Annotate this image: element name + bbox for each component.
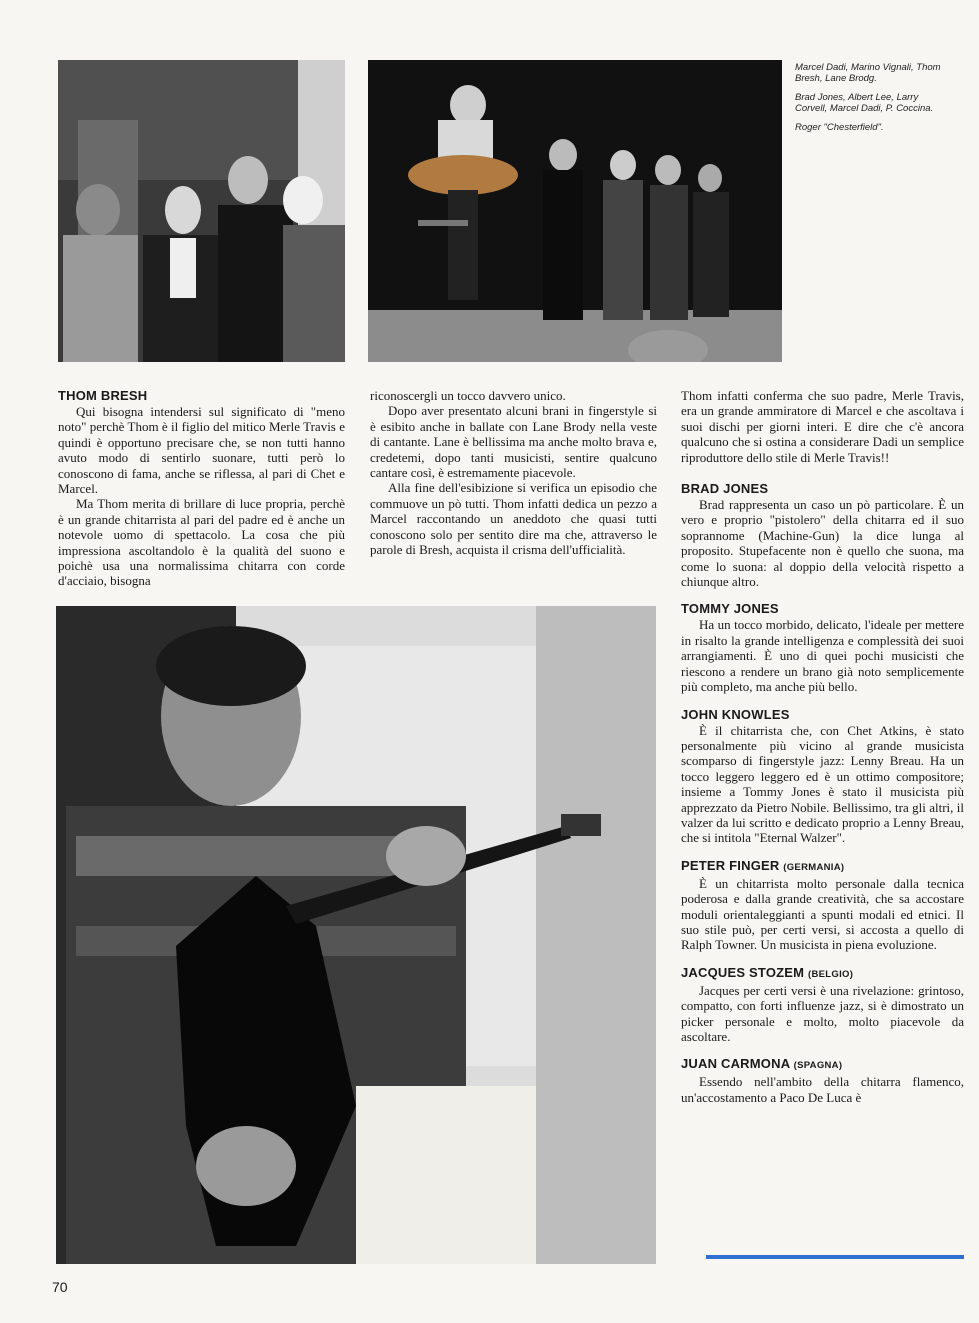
artist-name: BRAD JONES [681,481,769,497]
artist-name: JACQUES STOZEM [681,964,805,980]
column-1 [58,388,345,589]
page-number: 70 [52,1279,68,1295]
paragraph: Alla fine dell'esibizione si verifica un episodio che commuove un pò tutti. Thom infatti dedica un pezzo a Marcel raccontando un aneddoto che quasi tutti conoscono solo per sentito dire ma che, attraverso le parole di Bresh, acquista il crisma dell'ufficialità. [370,480,657,558]
accent-bar [706,1255,964,1259]
section-juan-carmona [681,1056,964,1105]
photo-captions [795,62,945,141]
paragraph: Ma Thom merita di brillare di luce propria, perchè è un grande chitarrista al pari del padre ed è anche un notevole uomo di spettacolo. La cosa che più impressiona ascoltandolo è la qualità del suono e poichè usa una normalissima chitarra con corde d'acciaio, bisogna [58,496,345,589]
section-peter-finger [681,858,964,953]
section-brad-jones [681,481,964,589]
section-heading [681,858,964,876]
artist-name: PETER FINGER [681,857,780,873]
section-heading [681,1056,964,1074]
section-tommy-jones [681,601,964,694]
section-heading [681,965,964,983]
paragraph: Jacques per certi versi è una rivelazione: grintoso, compatto, con forti influenze jazz, si è dimostrato un picker personale e molto, molto piacevole da ascoltare. [681,982,964,1044]
caption-1: Marcel Dadi, Marino Vignali, Thom Bresh, Lane Brodg. [795,62,941,84]
paragraph: Dopo aver presentato alcuni brani in fingerstyle si è esibito anche in ballate con Lane Brody nella veste di cantante. Lane è bellissima ma anche molto brava e, credetemi, dopo tanti musicisti, sentire qualcuno cantare così, è estremamente piacevole. [370,403,657,481]
section-john-knowles [681,707,964,846]
paragraph: Qui bisogna intendersi sul significato di "meno noto" perchè Thom è il figlio del mitico Merle Travis e quindi è opportuno precisare che, se non tutti hanno avuto modo di sentirlo suonare, tutti però lo conoscono di fama, anche se riflessa, al pari di Chet e Marcel. [58,404,345,497]
section-heading [681,707,964,723]
caption-3: Roger "Chesterfield". [795,122,884,133]
caption-2: Brad Jones, Albert Lee, Larry Corvell, Marcel Dadi, P. Coccina. [795,92,934,114]
paragraph: Brad rappresenta un caso un pò particolare. È un vero e proprio "pistolero" della chitarra ed il suo soprannome (Machine-Gun) la dice lunga al proposito. Stupefacente non è quello che suona, ma come lo suona: al doppio della velocità rispetto a chiunque altro. [681,497,964,590]
column-2 [370,388,657,557]
artist-country: (SPAGNA) [793,1060,843,1072]
section-heading [681,601,964,617]
paragraph: Essendo nell'ambito della chitarra flamenco, un'accostamento a Paco De Luca è [681,1074,964,1105]
paragraph: Ha un tocco morbido, delicato, l'ideale per mettere in risalto la grande intelligenza e complessità dei suoi arrangiamenti. È uno di quei pochi musicisti che riescono a rendere un brano già noto semplicemente più completo, ma anche più bello. [681,617,964,695]
paragraph: Thom infatti conferma che suo padre, Merle Travis, era un grande ammiratore di Marcel e che ascoltava i suoi dischi per giorni interi. E dire che c'è ancora qualcuno che si ostina a considerare Dadi un semplice riproduttore dello stile di Merle Travis!! [681,388,964,465]
paragraph: riconoscergli un tocco davvero unico. [370,388,566,403]
artist-country: (GERMANIA) [783,861,845,873]
artist-name: JUAN CARMONA [681,1056,790,1072]
artist-country: (BELGIO) [808,968,854,980]
artist-name: JOHN KNOWLES [681,706,790,722]
photo-guitarist-portrait [56,606,656,1264]
paragraph: È un chitarrista molto personale dalla tecnica poderosa e dalla grande creatività, che sa accostare moduli orientaleggianti a spunti modali ed etnici. Il suo stile può, per certi versi, si accosta a quello di Ralph Towner. Un musicista in piena evoluzione. [681,875,964,953]
artist-name: TOMMY JONES [681,601,779,617]
column-3 [681,388,964,1117]
photo-group-portrait [58,60,345,362]
paragraph: È il chitarrista che, con Chet Atkins, è stato personalmente più vicino al grande musicista scomparso di fingerstyle jazz: Lenny Breau. Ha un tocco leggero leggero ed è un ottimo compositore; insieme a Tommy Jones è stato il musicista più apprezzato da Pietro Nobile. Bellissimo, tra gli altri, il valzer da lui scritto e dedicato proprio a Lenny Breau, che si intitola "Eternal Walzer". [681,722,964,846]
photo-stage-group [368,60,782,362]
section-heading: THOM BRESH [58,388,148,403]
section-jacques-stozem [681,965,964,1045]
section-heading [681,481,964,497]
